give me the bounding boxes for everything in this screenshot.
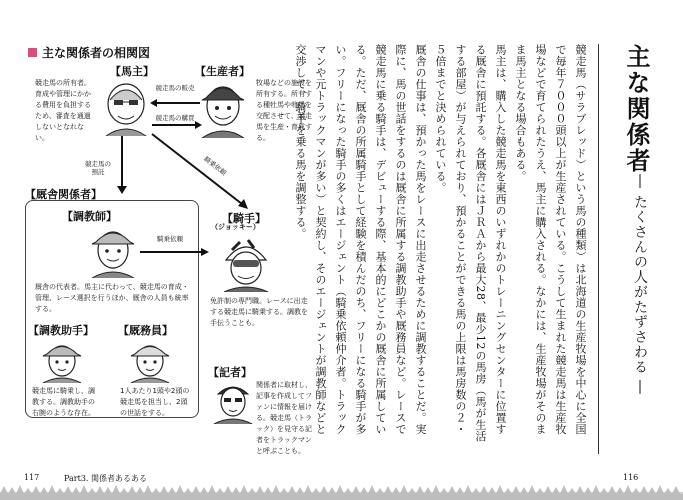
right-page-number: 116 <box>623 473 639 482</box>
paragraph-1: 競走馬（サラブレッド）という馬の種類）は北海道の生産牧場を中心に全国で毎年７０００頭以上が生産されている。こうして生まれた競走馬は生産牧場などで育てられたうえ、馬主に購入される。なかには、生産牧場がそのまま馬主となる場合もある。 <box>514 44 587 435</box>
heading-divider <box>598 44 599 454</box>
trainer-label: 【 調教師 】 <box>62 208 117 224</box>
running-head: Part3. 関係者あるある <box>64 474 148 483</box>
entrust-arrow <box>112 136 132 196</box>
reporter-label: 【 記者 】 <box>208 364 252 380</box>
owner-label: 【 馬主 】 <box>110 63 154 79</box>
left-page-number: 117 <box>24 473 40 482</box>
page-subheading: ― たくさんの人がたずさわる ― <box>632 174 648 395</box>
sales-arrow-label: 競走馬の販売 <box>155 84 195 92</box>
jockey-description: 免許制の専門職。レースに出走する競走馬に騎乗する。調教を手伝うことも。 <box>210 297 308 327</box>
entrust-arrow-label: 競走馬の預託 <box>85 160 111 176</box>
breeder-description: 牧場などの施設を所有する。所有する種牡馬や牝馬を交配させて、競走馬を生産・育成する。 <box>256 79 312 142</box>
jockey-label: 【 騎手 】 <box>222 210 266 226</box>
riding-request-arrow-b <box>140 245 210 259</box>
paragraph-2: 馬主は、購入した競走馬を東西のいずれかのトレーニングセンターに位置する厩舎に預託する。各厩舎にはＪＲＡから最大28、最少12の馬房（馬が生活する部屋）が与えられており、預かることができる馬の上限は馬房数の２・５倍までと決められている。 <box>434 44 507 442</box>
owner-description: 競走馬の所有者。育成や管理にかかる費用を負担するため、審査を通過しないとなれない。 <box>35 79 91 142</box>
page-heading: 主な関係者 <box>622 44 650 174</box>
assistant-illustration-icon <box>40 337 84 383</box>
groom-label: 【 厩務員 】 <box>118 322 173 338</box>
jockey-sublabel: （ジョッキー） <box>211 223 260 231</box>
trainer-description: 厩舎の代表者。馬主に代わって、競走馬の育成・管理、レース選択を行うほか、厩舎の人員も統率する。 <box>35 283 189 313</box>
body-text <box>294 44 590 444</box>
assistant-label: 【 調教助手 】 <box>28 322 94 338</box>
jockey-illustration-icon <box>218 234 274 292</box>
owner-illustration-icon <box>100 78 152 136</box>
trainer-illustration-icon <box>88 222 138 278</box>
section-title: 主な関係者の相関図 <box>28 44 150 61</box>
grass-decoration-icon <box>0 484 683 500</box>
assistant-description: 競走馬に騎乗し、調教する。調教助手の右腕のような存在。 <box>32 387 95 417</box>
paragraph-3: 厩舎の仕事は、預かった馬をレースに出走させるために調教することだ。実際に、馬の世話をするのは厩舎に所属する調教助手や厩務員など。レースで競走馬に乗る騎手は、デビューする際、基本的にどこかの厩舎に所属している。ただ、厩舎の所属騎手として経験を積んだのち、フリーになる騎手が多い。フリーになった騎手の多くはエージェント（騎乗依頼仲介者。トラックマンや元トラックマンが多い）と契約し、そのエージェントが調教師などと交渉して、騎手を乗る馬を調整する。 <box>294 44 427 435</box>
purchase-arrow-label: 競走馬の購買 <box>155 114 195 122</box>
heading-block <box>612 44 660 454</box>
riding-request-label-b: 騎乗依頼 <box>157 235 183 243</box>
riding-request-label-a: 騎乗依頼 <box>202 154 228 178</box>
stable-group-label: 【 厩舎関係者 】 <box>25 186 102 202</box>
groom-description: 1人あたり1頭や2頭の競走馬を担当し、2頭の世話をする。 <box>120 387 190 417</box>
groom-illustration-icon <box>128 337 172 383</box>
breeder-label: 【 生産者 】 <box>195 63 250 79</box>
reporter-description: 関係者に取材し、記事を作成してファンに情報を届ける。競走馬（トラック）を見守る記者をトラックマンと呼ぶことも。 <box>256 381 312 455</box>
breeder-illustration-icon <box>198 80 248 138</box>
bullet-square-icon <box>28 48 37 57</box>
reporter-illustration-icon <box>212 378 254 424</box>
